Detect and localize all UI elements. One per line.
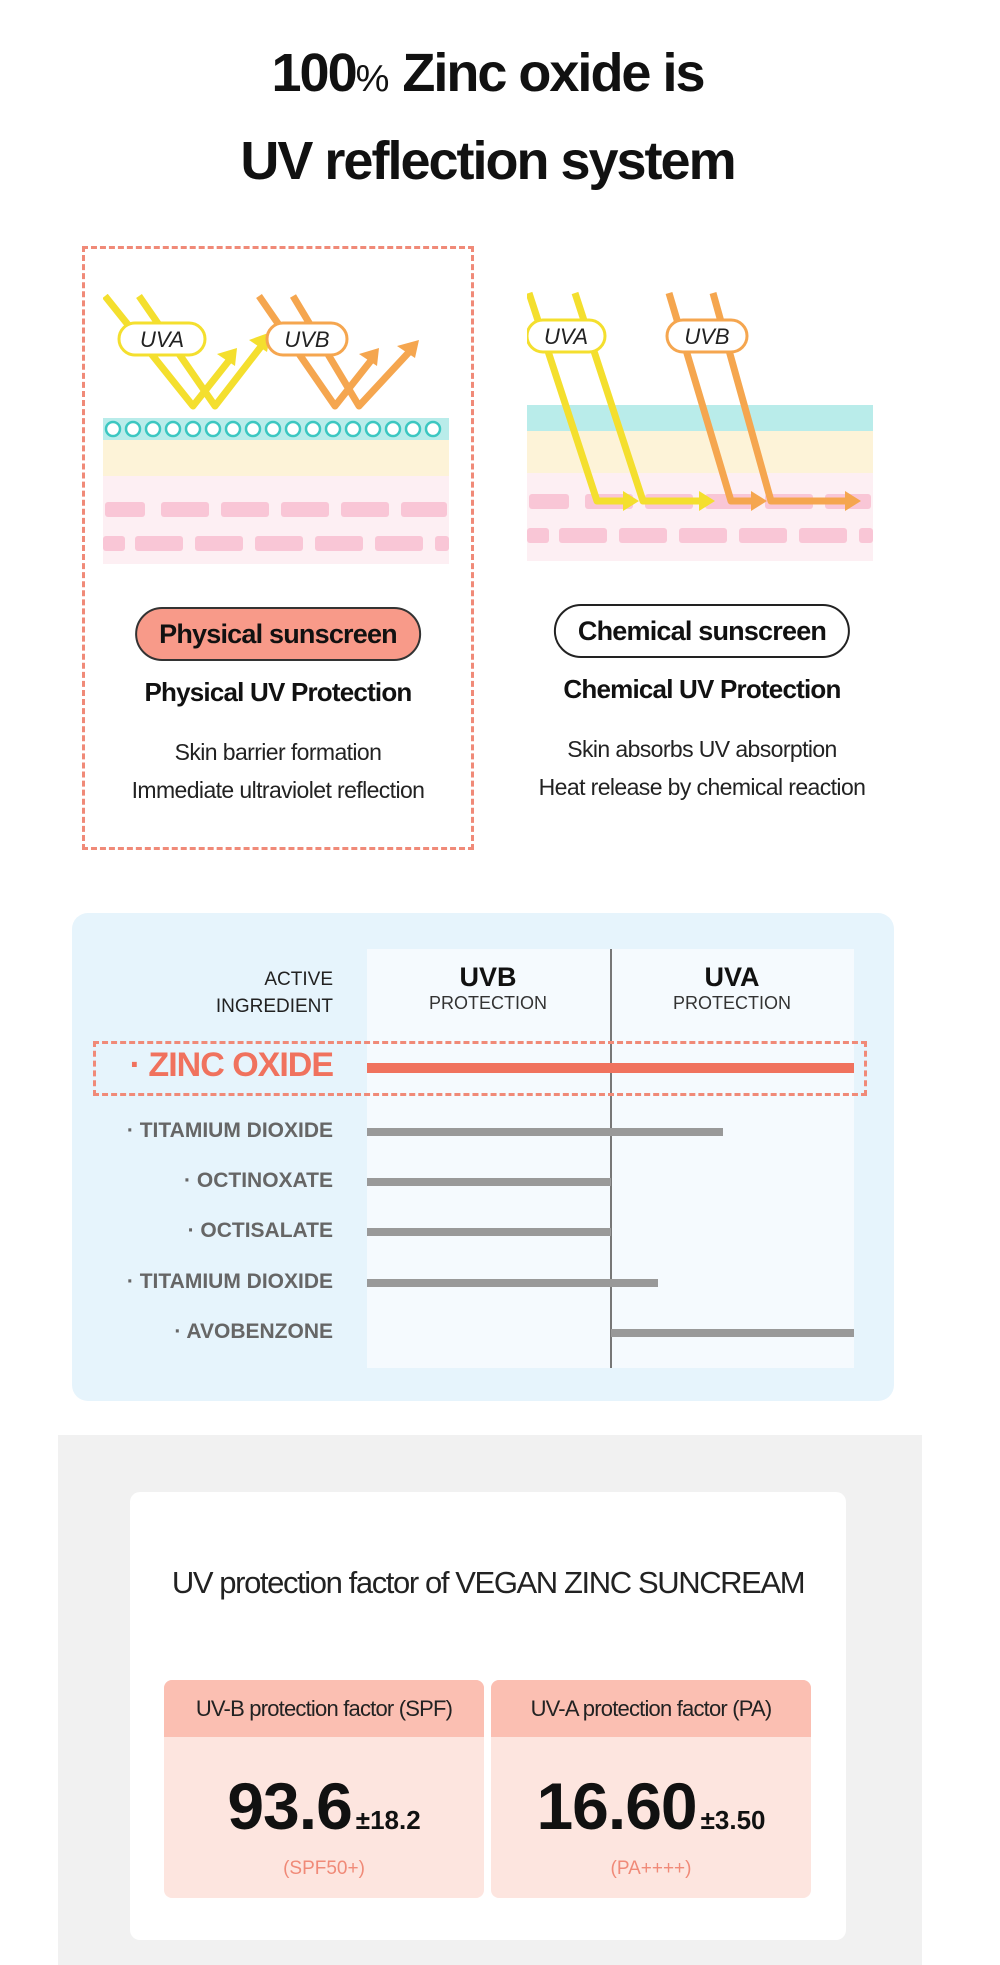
ingredient-coverage-bar (367, 1178, 611, 1186)
physical-sunscreen-pill: Physical sunscreen (135, 607, 421, 661)
ingredient-coverage-bar (367, 1228, 611, 1236)
ingredient-label: · AVOBENZONE (174, 1320, 333, 1343)
spf-value: 93.6 (227, 1769, 352, 1843)
ingredient-coverage-bar (367, 1279, 658, 1287)
pa-value: 16.60 (536, 1769, 697, 1843)
spf-header: UV-B protection factor (SPF) (164, 1680, 484, 1737)
ingredient-label-zinc-oxide: · ZINC OXIDE (129, 1046, 333, 1084)
uvb-column-header (368, 962, 608, 1014)
uvb-header-sub: PROTECTION (428, 993, 547, 1013)
physical-sunscreen-card (82, 246, 474, 850)
chemical-sunscreen-pill: Chemical sunscreen (554, 604, 850, 658)
ingredient-label: · TITAMIUM DIOXIDE (126, 1119, 333, 1142)
active-label-line-2: INGREDIENT (215, 996, 333, 1017)
protection-factor-title: UV protection factor of VEGAN ZINC SUNCREAM (171, 1565, 805, 1600)
zinc-particles (106, 422, 440, 436)
uva-column-header (612, 962, 852, 1014)
ingredient-coverage-bar (367, 1128, 723, 1136)
pa-deviation: ±3.50 (700, 1805, 766, 1835)
pa-class: (PA++++) (610, 1858, 692, 1879)
uva-header-title: UVA (704, 962, 760, 992)
uva-tag (119, 323, 205, 355)
physical-reflection-illustration (103, 294, 449, 564)
svg-text:UVB: UVB (684, 324, 730, 349)
ingredient-label: · OCTISALATE (187, 1219, 333, 1242)
physical-desc-1: Skin barrier formation (174, 739, 382, 765)
svg-text:UVA: UVA (543, 324, 589, 349)
spf-value-row (164, 1768, 484, 1844)
active-ingredient-label (120, 966, 333, 1020)
headline-number: 100 (271, 43, 356, 103)
ingredient-label: · TITAMIUM DIOXIDE (126, 1270, 333, 1293)
chemical-absorption-illustration (527, 291, 873, 561)
headline-percent: % (355, 58, 390, 100)
spf-box (164, 1680, 484, 1898)
chemical-subtitle: Chemical UV Protection (563, 674, 841, 704)
pa-value-row (491, 1768, 811, 1844)
physical-desc-2: Immediate ultraviolet reflection (131, 777, 425, 803)
chemical-sunscreen-card (506, 246, 898, 850)
ingredient-label: · OCTINOXATE (184, 1169, 333, 1192)
ingredient-coverage-bar (611, 1329, 855, 1337)
pa-header: UV-A protection factor (PA) (491, 1680, 811, 1737)
pa-box (491, 1680, 811, 1898)
headline-line-1 (0, 32, 975, 120)
skin-yellow-layer (103, 434, 449, 476)
spf-deviation: ±18.2 (355, 1805, 421, 1835)
svg-text:UVB: UVB (284, 327, 330, 352)
uvb-header-title: UVB (459, 962, 517, 992)
chemical-desc-1: Skin absorbs UV absorption (567, 736, 837, 762)
svg-text:UVA: UVA (139, 327, 185, 352)
active-label-line-1: ACTIVE (264, 969, 333, 990)
headline (0, 32, 975, 202)
chemical-desc-2: Heat release by chemical reaction (538, 774, 866, 800)
spf-class: (SPF50+) (283, 1858, 365, 1879)
headline-rest: Zinc oxide is (389, 43, 704, 103)
headline-line-2: UV reflection system (240, 131, 735, 191)
zinc-oxide-coverage-bar (367, 1063, 854, 1073)
physical-subtitle: Physical UV Protection (144, 677, 412, 707)
uvb-tag (267, 323, 347, 355)
uvb-tag (667, 320, 747, 352)
uva-header-sub: PROTECTION (672, 993, 791, 1013)
uva-tag (527, 320, 605, 352)
